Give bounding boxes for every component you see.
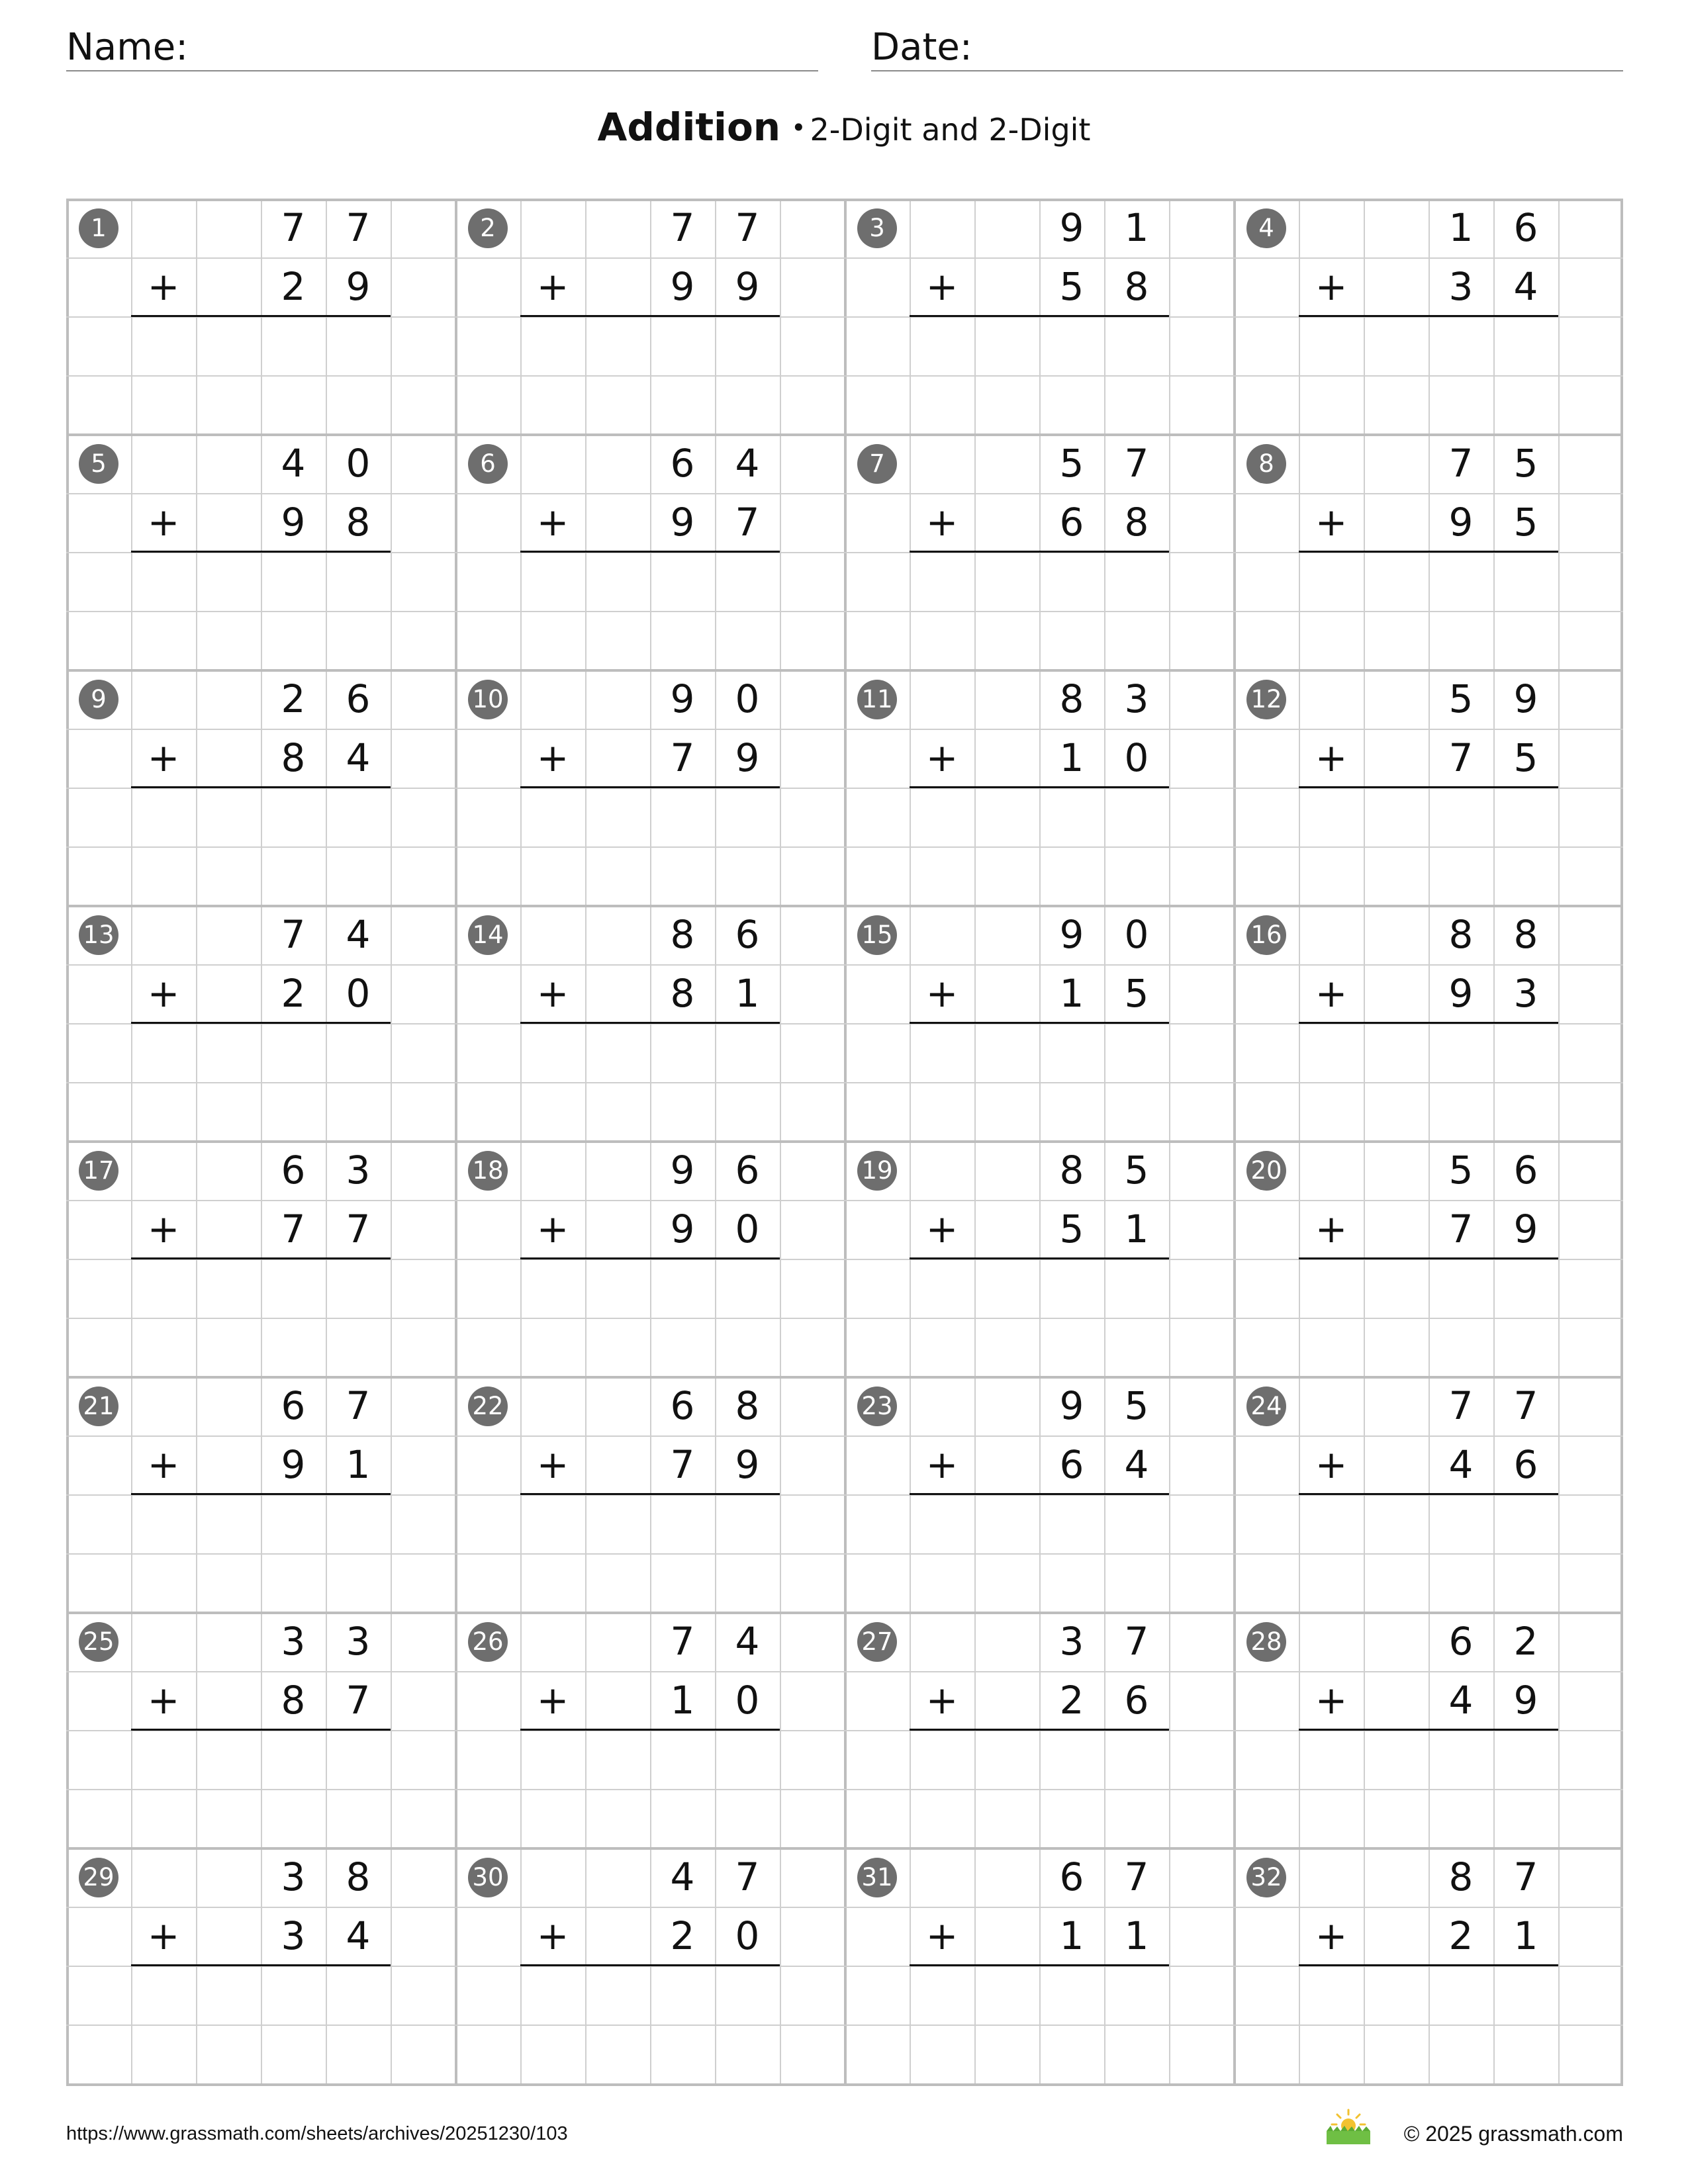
- sum-line: [910, 1022, 1169, 1024]
- addend-bottom-digit: 2: [281, 971, 306, 1016]
- addend-bottom-digit: 1: [1059, 1913, 1084, 1958]
- sum-line: [131, 1022, 391, 1024]
- date-label: Date:: [871, 26, 972, 69]
- sum-line: [1299, 1493, 1558, 1495]
- addend-bottom-digit: 5: [1059, 264, 1084, 309]
- problem-block: [66, 434, 455, 670]
- addend-top-digit: 6: [670, 441, 695, 486]
- addend-top-digit: 8: [1059, 1148, 1084, 1193]
- addend-top-digit: 1: [1124, 205, 1149, 250]
- name-field[interactable]: [66, 23, 818, 71]
- plus-operator: +: [925, 1206, 959, 1251]
- plus-operator: +: [536, 1442, 569, 1487]
- sum-line: [1299, 786, 1558, 788]
- problem-number-badge: 11: [857, 680, 897, 719]
- plus-operator: +: [536, 264, 569, 309]
- addend-top-digit: 4: [670, 1854, 695, 1899]
- problem-number-badge: 2: [468, 208, 508, 248]
- addend-top-digit: 1: [1448, 205, 1474, 250]
- problem-number-badge: 13: [79, 915, 118, 955]
- addend-top-digit: 0: [346, 441, 371, 486]
- addend-bottom-digit: 6: [1059, 500, 1084, 545]
- problem-number-badge: 19: [857, 1151, 897, 1191]
- addend-bottom-digit: 1: [1059, 971, 1084, 1016]
- sum-line: [520, 786, 780, 788]
- problem-block: [66, 199, 455, 434]
- problem-block: [845, 199, 1234, 434]
- sum-line: [520, 551, 780, 553]
- addend-bottom-digit: 0: [735, 1206, 760, 1251]
- addend-bottom-digit: 9: [1448, 971, 1474, 1016]
- sum-line: [910, 1257, 1169, 1259]
- worksheet-title: [0, 105, 1688, 150]
- plus-operator: +: [536, 1913, 569, 1958]
- addend-top-digit: 4: [346, 912, 371, 957]
- plus-operator: +: [536, 735, 569, 780]
- addend-top-digit: 6: [346, 676, 371, 721]
- sum-line: [131, 1964, 391, 1966]
- addend-bottom-digit: 7: [281, 1206, 306, 1251]
- footer-copyright: © 2025 grassmath.com: [1403, 2122, 1623, 2146]
- addend-bottom-digit: 4: [346, 1913, 371, 1958]
- addend-bottom-digit: 9: [670, 264, 695, 309]
- addend-top-digit: 7: [1124, 441, 1149, 486]
- problem-block: [1234, 1848, 1623, 2083]
- sum-line: [520, 1729, 780, 1731]
- problem-number-badge: 9: [79, 680, 118, 719]
- problem-number-badge: 12: [1246, 680, 1286, 719]
- sum-line: [910, 315, 1169, 317]
- addend-bottom-digit: 9: [735, 264, 760, 309]
- problem-number-badge: 32: [1246, 1858, 1286, 1897]
- addend-top-digit: 7: [670, 205, 695, 250]
- addend-top-digit: 6: [281, 1148, 306, 1193]
- addend-top-digit: 5: [1448, 676, 1474, 721]
- addend-bottom-digit: 9: [1513, 1678, 1538, 1723]
- problem-number-badge: 31: [857, 1858, 897, 1897]
- addend-bottom-digit: 5: [1059, 1206, 1084, 1251]
- sum-line: [910, 786, 1169, 788]
- addend-bottom-digit: 7: [670, 1442, 695, 1487]
- problem-number-badge: 3: [857, 208, 897, 248]
- problem-block: [66, 1377, 455, 1612]
- addend-top-digit: 3: [281, 1619, 306, 1664]
- problem-block: [845, 434, 1234, 670]
- plus-operator: +: [925, 1678, 959, 1723]
- addend-top-digit: 4: [735, 441, 760, 486]
- sum-line: [1299, 315, 1558, 317]
- addend-top-digit: 6: [281, 1383, 306, 1428]
- addend-top-digit: 5: [1448, 1148, 1474, 1193]
- addend-bottom-digit: 7: [1448, 1206, 1474, 1251]
- problem-block: [845, 1848, 1234, 2083]
- problem-block: [1234, 1612, 1623, 1848]
- addend-top-digit: 3: [346, 1619, 371, 1664]
- addend-top-digit: 8: [1448, 912, 1474, 957]
- addend-bottom-digit: 0: [735, 1913, 760, 1958]
- problem-number-badge: 17: [79, 1151, 118, 1191]
- name-label: Name:: [66, 26, 189, 69]
- addend-bottom-digit: 9: [346, 264, 371, 309]
- addend-bottom-digit: 8: [281, 1678, 306, 1723]
- problem-number-badge: 18: [468, 1151, 508, 1191]
- title-main: Addition: [597, 105, 781, 150]
- plus-operator: +: [925, 1442, 959, 1487]
- title-separator: •: [791, 113, 806, 142]
- plus-operator: +: [925, 735, 959, 780]
- sum-line: [910, 551, 1169, 553]
- plus-operator: +: [536, 1206, 569, 1251]
- sum-line: [131, 1493, 391, 1495]
- problem-block: [845, 905, 1234, 1141]
- problem-number-badge: 15: [857, 915, 897, 955]
- sum-line: [131, 1257, 391, 1259]
- sum-line: [1299, 1964, 1558, 1966]
- plus-operator: +: [536, 1678, 569, 1723]
- plus-operator: +: [925, 971, 959, 1016]
- problem-block: [66, 1612, 455, 1848]
- addend-top-digit: 5: [1124, 1383, 1149, 1428]
- problem-number-badge: 23: [857, 1387, 897, 1426]
- problem-number-badge: 21: [79, 1387, 118, 1426]
- addend-bottom-digit: 6: [1124, 1678, 1149, 1723]
- plus-operator: +: [1315, 1913, 1348, 1958]
- addend-top-digit: 6: [1059, 1854, 1084, 1899]
- addend-top-digit: 7: [1124, 1854, 1149, 1899]
- addend-bottom-digit: 8: [1124, 264, 1149, 309]
- plus-operator: +: [925, 500, 959, 545]
- addend-top-digit: 8: [670, 912, 695, 957]
- plus-operator: +: [1315, 1206, 1348, 1251]
- addend-top-digit: 7: [1448, 1383, 1474, 1428]
- problem-block: [1234, 1377, 1623, 1612]
- plus-operator: +: [925, 1913, 959, 1958]
- addend-top-digit: 5: [1124, 1148, 1149, 1193]
- addend-bottom-digit: 7: [735, 500, 760, 545]
- addend-bottom-digit: 0: [1124, 735, 1149, 780]
- addend-bottom-digit: 4: [1448, 1442, 1474, 1487]
- addend-top-digit: 3: [346, 1148, 371, 1193]
- problem-block: [455, 1848, 845, 2083]
- sum-line: [1299, 1257, 1558, 1259]
- plus-operator: +: [1315, 264, 1348, 309]
- problem-grid: [66, 199, 1623, 2086]
- addend-bottom-digit: 9: [735, 1442, 760, 1487]
- problem-number-badge: 1: [79, 208, 118, 248]
- addend-top-digit: 4: [281, 441, 306, 486]
- problem-number-badge: 29: [79, 1858, 118, 1897]
- addend-bottom-digit: 1: [1513, 1913, 1538, 1958]
- problem-number-badge: 10: [468, 680, 508, 719]
- problem-number-badge: 7: [857, 444, 897, 484]
- addend-bottom-digit: 8: [670, 971, 695, 1016]
- sum-line: [520, 1493, 780, 1495]
- addend-top-digit: 7: [281, 205, 306, 250]
- addend-top-digit: 7: [346, 205, 371, 250]
- problem-number-badge: 6: [468, 444, 508, 484]
- problem-number-badge: 22: [468, 1387, 508, 1426]
- grid-line-horizontal: [66, 2083, 1623, 2086]
- problem-block: [845, 1377, 1234, 1612]
- problem-block: [845, 1141, 1234, 1377]
- addend-top-digit: 0: [735, 676, 760, 721]
- plus-operator: +: [147, 264, 180, 309]
- addend-top-digit: 7: [281, 912, 306, 957]
- problem-number-badge: 5: [79, 444, 118, 484]
- addend-top-digit: 9: [670, 676, 695, 721]
- plus-operator: +: [536, 971, 569, 1016]
- addend-bottom-digit: 9: [1448, 500, 1474, 545]
- sum-line: [520, 315, 780, 317]
- addend-top-digit: 7: [1513, 1854, 1538, 1899]
- addend-top-digit: 7: [1124, 1619, 1149, 1664]
- addend-bottom-digit: 4: [1124, 1442, 1149, 1487]
- problem-block: [845, 670, 1234, 905]
- plus-operator: +: [147, 735, 180, 780]
- addend-top-digit: 8: [346, 1854, 371, 1899]
- plus-operator: +: [1315, 1678, 1348, 1723]
- problem-block: [1234, 905, 1623, 1141]
- addend-bottom-digit: 6: [1059, 1442, 1084, 1487]
- addend-bottom-digit: 4: [1513, 264, 1538, 309]
- problem-block: [66, 905, 455, 1141]
- addend-bottom-digit: 1: [670, 1678, 695, 1723]
- title-subtitle: 2-Digit and 2-Digit: [810, 112, 1091, 148]
- sum-line: [910, 1729, 1169, 1731]
- addend-top-digit: 7: [1513, 1383, 1538, 1428]
- addend-bottom-digit: 2: [1059, 1678, 1084, 1723]
- plus-operator: +: [147, 1913, 180, 1958]
- addend-top-digit: 7: [670, 1619, 695, 1664]
- addend-bottom-digit: 1: [346, 1442, 371, 1487]
- sum-line: [520, 1022, 780, 1024]
- sum-line: [1299, 1022, 1558, 1024]
- plus-operator: +: [147, 1678, 180, 1723]
- addend-bottom-digit: 1: [1059, 735, 1084, 780]
- plus-operator: +: [1315, 971, 1348, 1016]
- problem-block: [455, 199, 845, 434]
- addend-bottom-digit: 8: [346, 500, 371, 545]
- problem-block: [845, 1612, 1234, 1848]
- addend-bottom-digit: 9: [735, 735, 760, 780]
- addend-top-digit: 2: [1513, 1619, 1538, 1664]
- sum-line: [1299, 1729, 1558, 1731]
- problem-number-badge: 30: [468, 1858, 508, 1897]
- addend-bottom-digit: 1: [1124, 1206, 1149, 1251]
- grass-sun-logo-icon: [1324, 2106, 1373, 2147]
- addend-bottom-digit: 5: [1513, 500, 1538, 545]
- plus-operator: +: [1315, 500, 1348, 545]
- addend-top-digit: 7: [1448, 441, 1474, 486]
- addend-bottom-digit: 8: [281, 735, 306, 780]
- addend-top-digit: 6: [670, 1383, 695, 1428]
- addend-top-digit: 9: [1059, 205, 1084, 250]
- addend-bottom-digit: 2: [1448, 1913, 1474, 1958]
- sum-line: [520, 1257, 780, 1259]
- addend-top-digit: 9: [1059, 1383, 1084, 1428]
- problem-block: [66, 1848, 455, 2083]
- addend-bottom-digit: 3: [281, 1913, 306, 1958]
- problem-number-badge: 26: [468, 1622, 508, 1662]
- problem-block: [1234, 1141, 1623, 1377]
- addend-top-digit: 5: [1513, 441, 1538, 486]
- addend-bottom-digit: 0: [346, 971, 371, 1016]
- problem-block: [455, 434, 845, 670]
- problem-number-badge: 25: [79, 1622, 118, 1662]
- addend-top-digit: 7: [735, 205, 760, 250]
- problem-number-badge: 28: [1246, 1622, 1286, 1662]
- addend-top-digit: 8: [1059, 676, 1084, 721]
- addend-top-digit: 0: [1124, 912, 1149, 957]
- plus-operator: +: [1315, 1442, 1348, 1487]
- addend-bottom-digit: 9: [281, 500, 306, 545]
- addend-top-digit: 9: [670, 1148, 695, 1193]
- addend-top-digit: 3: [1124, 676, 1149, 721]
- problem-block: [66, 1141, 455, 1377]
- addend-bottom-digit: 0: [735, 1678, 760, 1723]
- addend-top-digit: 9: [1513, 676, 1538, 721]
- addend-bottom-digit: 1: [735, 971, 760, 1016]
- addend-bottom-digit: 9: [670, 1206, 695, 1251]
- problem-block: [455, 1377, 845, 1612]
- addend-bottom-digit: 9: [1513, 1206, 1538, 1251]
- problem-block: [66, 670, 455, 905]
- addend-bottom-digit: 4: [346, 735, 371, 780]
- addend-top-digit: 6: [1513, 205, 1538, 250]
- sum-line: [131, 786, 391, 788]
- addend-bottom-digit: 5: [1513, 735, 1538, 780]
- addend-bottom-digit: 7: [670, 735, 695, 780]
- addend-top-digit: 8: [1448, 1854, 1474, 1899]
- sum-line: [910, 1964, 1169, 1966]
- addend-top-digit: 4: [735, 1619, 760, 1664]
- problem-number-badge: 8: [1246, 444, 1286, 484]
- addend-bottom-digit: 3: [1448, 264, 1474, 309]
- addend-bottom-digit: 3: [1513, 971, 1538, 1016]
- sum-line: [520, 1964, 780, 1966]
- addend-bottom-digit: 2: [670, 1913, 695, 1958]
- addend-bottom-digit: 7: [346, 1678, 371, 1723]
- sum-line: [1299, 551, 1558, 553]
- problem-number-badge: 4: [1246, 208, 1286, 248]
- plus-operator: +: [147, 971, 180, 1016]
- addend-top-digit: 6: [1513, 1148, 1538, 1193]
- problem-number-badge: 14: [468, 915, 508, 955]
- plus-operator: +: [1315, 735, 1348, 780]
- addend-top-digit: 5: [1059, 441, 1084, 486]
- addend-top-digit: 2: [281, 676, 306, 721]
- addend-bottom-digit: 9: [670, 500, 695, 545]
- addend-top-digit: 3: [281, 1854, 306, 1899]
- plus-operator: +: [147, 1206, 180, 1251]
- problem-number-badge: 16: [1246, 915, 1286, 955]
- problem-number-badge: 24: [1246, 1387, 1286, 1426]
- problem-number-badge: 27: [857, 1622, 897, 1662]
- sum-line: [910, 1493, 1169, 1495]
- problem-block: [455, 1612, 845, 1848]
- addend-bottom-digit: 1: [1124, 1913, 1149, 1958]
- addend-top-digit: 8: [1513, 912, 1538, 957]
- addend-bottom-digit: 4: [1448, 1678, 1474, 1723]
- problem-block: [455, 905, 845, 1141]
- addend-bottom-digit: 5: [1124, 971, 1149, 1016]
- addend-top-digit: 7: [346, 1383, 371, 1428]
- problem-block: [1234, 434, 1623, 670]
- addend-top-digit: 6: [735, 912, 760, 957]
- problem-number-badge: 20: [1246, 1151, 1286, 1191]
- footer-url: https://www.grassmath.com/sheets/archives/20251230/103: [66, 2123, 568, 2144]
- addend-bottom-digit: 8: [1124, 500, 1149, 545]
- addend-top-digit: 8: [735, 1383, 760, 1428]
- addend-bottom-digit: 2: [281, 264, 306, 309]
- addend-bottom-digit: 7: [346, 1206, 371, 1251]
- addend-top-digit: 3: [1059, 1619, 1084, 1664]
- problem-block: [1234, 670, 1623, 905]
- plus-operator: +: [536, 500, 569, 545]
- plus-operator: +: [147, 1442, 180, 1487]
- date-field[interactable]: [871, 23, 1623, 71]
- problem-block: [455, 670, 845, 905]
- addend-bottom-digit: 7: [1448, 735, 1474, 780]
- addend-bottom-digit: 9: [281, 1442, 306, 1487]
- plus-operator: +: [925, 264, 959, 309]
- plus-operator: +: [147, 500, 180, 545]
- problem-block: [1234, 199, 1623, 434]
- addend-top-digit: 6: [735, 1148, 760, 1193]
- sum-line: [131, 315, 391, 317]
- sum-line: [131, 1729, 391, 1731]
- addend-top-digit: 6: [1448, 1619, 1474, 1664]
- addend-top-digit: 9: [1059, 912, 1084, 957]
- sum-line: [131, 551, 391, 553]
- addend-bottom-digit: 6: [1513, 1442, 1538, 1487]
- addend-top-digit: 7: [735, 1854, 760, 1899]
- problem-block: [455, 1141, 845, 1377]
